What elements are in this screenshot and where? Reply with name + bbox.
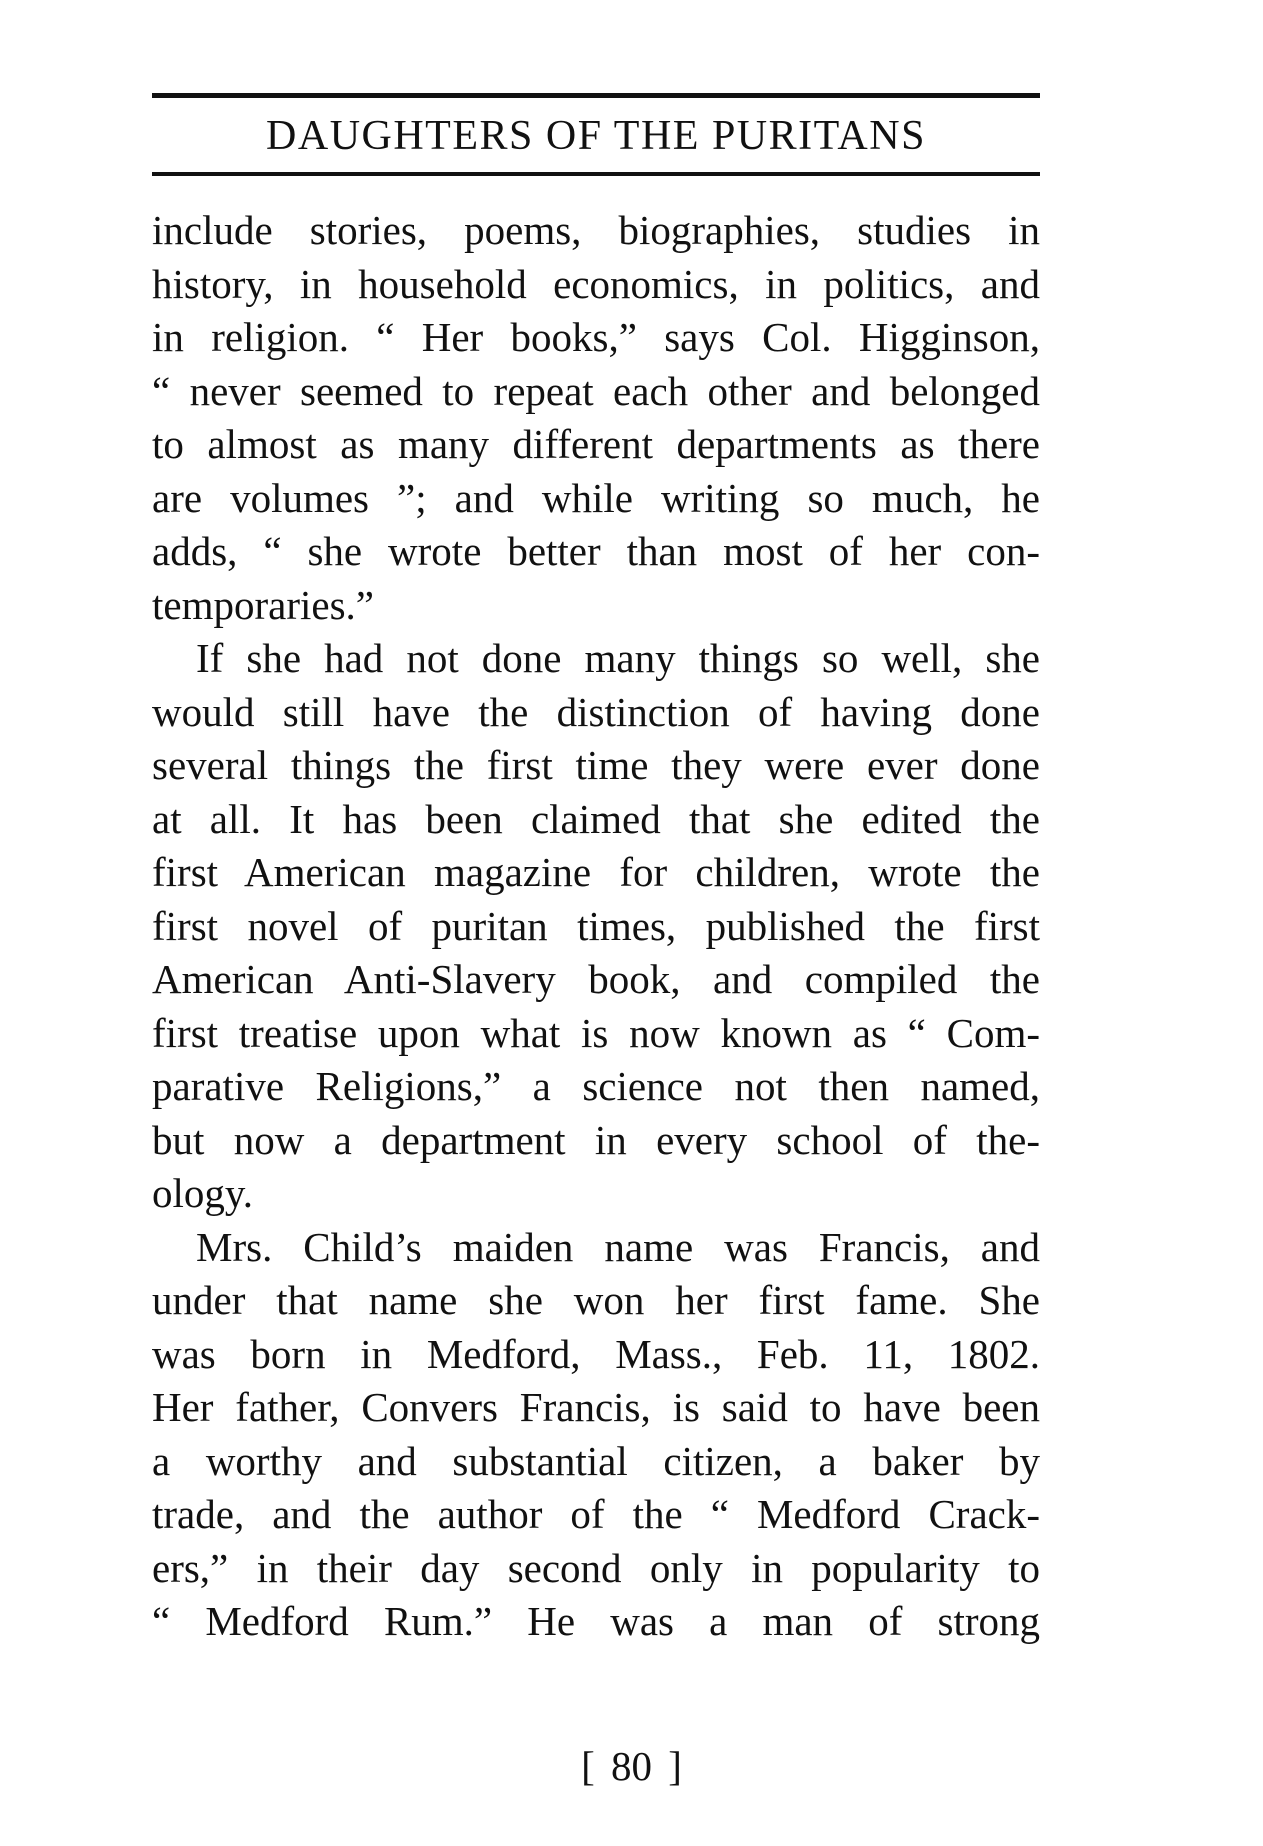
text-line: first treatise upon what is now known as “ Com- <box>152 1009 1040 1056</box>
text-line: “ Medford Rum.” He was a man of strong <box>152 1598 1040 1644</box>
text-line: first novel of puritan times, published the first <box>152 902 1040 949</box>
text-line: Her father, Convers Francis, is said to have been <box>152 1384 1040 1430</box>
header-rule-top <box>152 93 1040 98</box>
text-line: parative Religions,” a science not then named, <box>152 1063 1040 1109</box>
paragraph-first-line: If she had not done many things so well, she <box>196 635 1040 681</box>
header-rule-bottom <box>152 172 1040 176</box>
page-number: [ 80 ] <box>581 1743 682 1789</box>
text-line: to almost as many different departments as there <box>152 421 1040 467</box>
text-line: first American magazine for children, wrote the <box>152 849 1040 895</box>
text-line: “ never seemed to repeat each other and belonged <box>152 367 1040 414</box>
text-line: adds, “ she wrote better than most of her con- <box>152 528 1040 574</box>
running-title: DAUGHTERS OF THE PURITANS <box>266 113 926 159</box>
text-line: at all. It has been claimed that she edited the <box>152 795 1040 842</box>
text-line: was born in Medford, Mass., Feb. 11, 1802. <box>152 1330 1040 1377</box>
text-line: a worthy and substantial citizen, a baker by <box>152 1437 1040 1484</box>
text-line: trade, and the author of the “ Medford Crack- <box>152 1491 1040 1537</box>
text-line: ers,” in their day second only in popularity to <box>152 1544 1040 1591</box>
text-line: under that name she won her first fame. She <box>152 1277 1040 1323</box>
text-line: would still have the distinction of having done <box>152 688 1040 735</box>
text-line: include stories, poems, biographies, studies in <box>152 207 1040 253</box>
text-line: history, in household economics, in politics, and <box>152 260 1040 307</box>
text-line: ology. <box>152 1170 253 1216</box>
text-line: but now a department in every school of the- <box>152 1116 1040 1163</box>
text-line: several things the first time they were ever done <box>152 742 1040 788</box>
text-line: in religion. “ Her books,” says Col. Higginson, <box>152 314 1040 360</box>
text-line: temporaries.” <box>152 581 374 628</box>
paragraph-first-line: Mrs. Child’s maiden name was Francis, and <box>196 1223 1040 1270</box>
body-text <box>152 204 1040 1649</box>
text-line: are volumes ”; and while writing so much, he <box>152 474 1040 521</box>
text-line: American Anti-Slavery book, and compiled the <box>152 956 1040 1002</box>
